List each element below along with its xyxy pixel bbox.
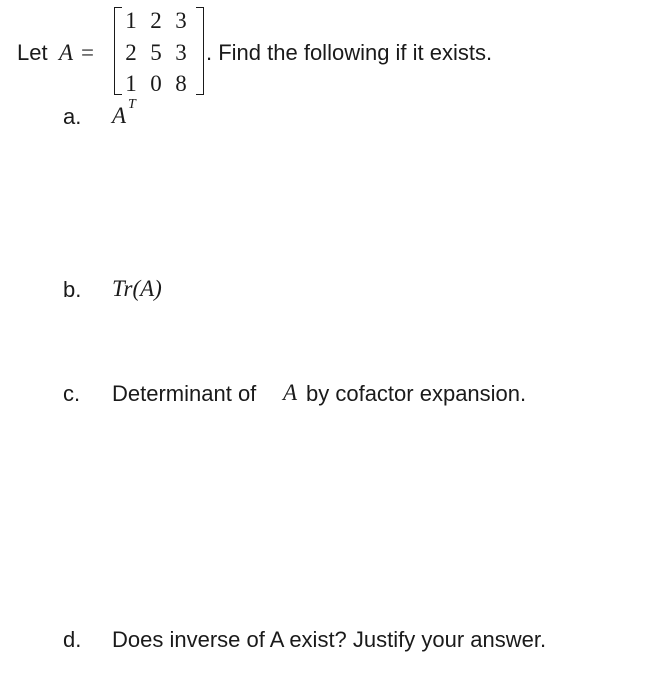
- matrix-name: A: [59, 40, 74, 65]
- part-a-base: A: [112, 103, 127, 128]
- let-word: Let: [17, 40, 48, 65]
- equals-sign: =: [81, 40, 94, 65]
- right-bracket: [196, 7, 204, 95]
- matrix-cell: 8: [175, 71, 187, 96]
- matrix-cell: 2: [125, 40, 137, 65]
- matrix-cell: 1: [125, 8, 137, 33]
- intro-instruction: . Find the following if it exists.: [206, 40, 493, 65]
- part-d-label: d.: [63, 627, 82, 652]
- matrix-cell: 5: [150, 40, 162, 65]
- part-a-superscript: T: [128, 97, 136, 112]
- matrix-cell: 0: [150, 71, 162, 96]
- part-b-expression: Tr(A): [112, 276, 162, 301]
- part-c-variable: A: [283, 380, 298, 405]
- part-a-label: a.: [63, 104, 82, 129]
- matrix-cell: 1: [125, 71, 137, 96]
- part-c-text-before: Determinant of: [112, 381, 257, 406]
- part-d-question: Does inverse of A exist? Justify your answer.: [112, 627, 547, 652]
- matrix-cell: 3: [175, 40, 187, 65]
- part-b-label: b.: [63, 277, 82, 302]
- matrix-cell: 3: [175, 8, 187, 33]
- matrix-a: [104, 4, 210, 96]
- part-c-text-after: by cofactor expansion.: [306, 381, 527, 406]
- matrix-cell: 2: [150, 8, 162, 33]
- part-c-label: c.: [63, 381, 81, 406]
